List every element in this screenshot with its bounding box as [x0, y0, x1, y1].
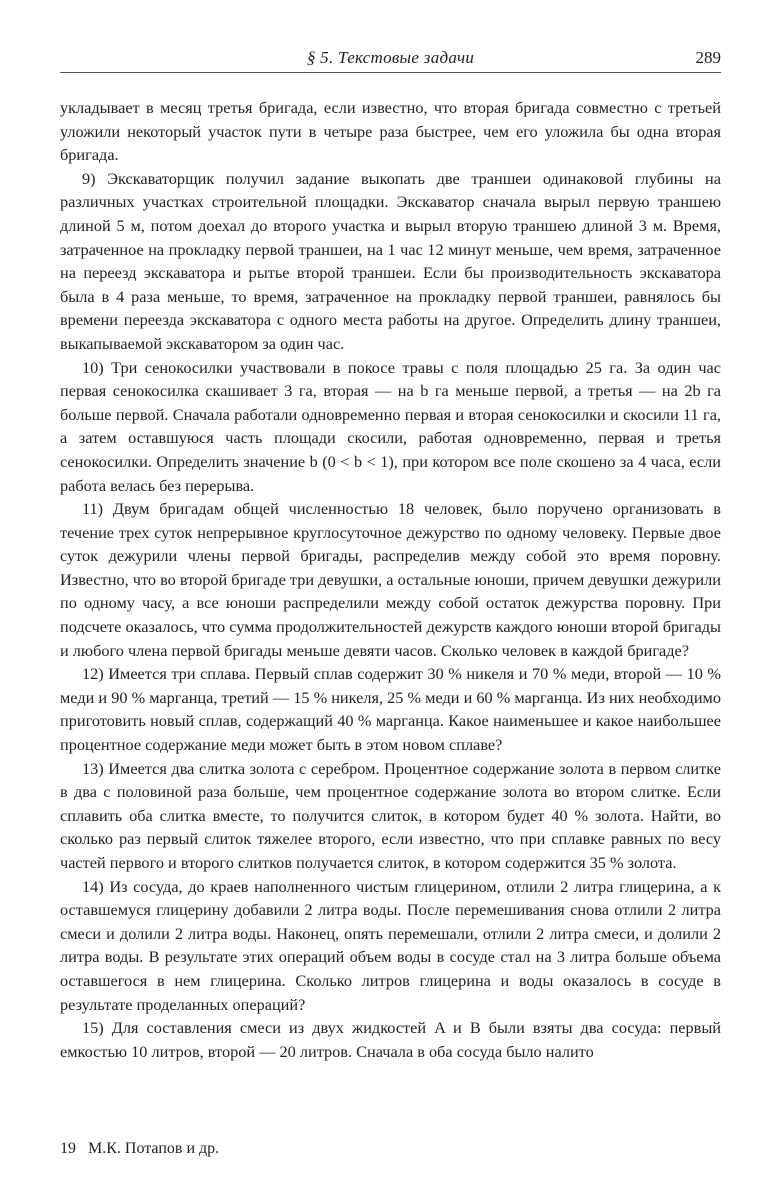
- problem-11: 11) Двум бригадам общей численностью 18 человек, было поручено организовать в течение трех суток непрерывное круглосуточное дежурство по одному человеку. Первые двое суток дежурили члены первой бригады, распределив между собой это время поровну. Известно, что во второй бригаде три девушки, а остальные юноши, причем девушки дежурили по одному часу, а все юноши распределили между собой остаток дежурства поровну. При подсчете оказалось, что сумма продолжительностей дежурств каждого юноши второй бригады и любого члена первой бригады меньше девяти часов. Сколько человек в каждой бригаде?: [60, 499, 721, 660]
- page-number: 289: [695, 48, 721, 67]
- signature-number: 19: [60, 1140, 76, 1157]
- section-title: § 5. Текстовые задачи: [306, 48, 475, 67]
- problem-10: 10) Три сенокосилки участвовали в покосе травы с поля площадью 25 га. За один час первая сенокосилка скашивает 3 га, вторая — на b га меньше первой, а третья — на 2b га больше первой. Сначала работали одновременно первая и вторая сенокосилки и скосили 11 га, а затем оставшуюся часть площади скосили, работая одновременно, первая и третья сенокосилки. Определить значение b (0 < b < 1), при котором все поле скошено за 4 часа, если работа велась без перерыва.: [60, 357, 721, 495]
- problem-13: 13) Имеется два слитка золота с серебром. Процентное содержание золота в первом слитке в два с половиной раза больше, чем процентное содержание золота во втором слитке. Если сплавить оба слитка вместе, то получится слиток, в котором будет 40 % золота. Найти, во сколько раз первый слиток тяжелее второго, если известно, что при сплавке равных по весу частей первого и второго слитков получается слиток, в котором содержится 35 % золота.: [60, 758, 721, 872]
- problem-9: 9) Экскаваторщик получил задание выкопать две траншеи одинаковой глубины на различных участках строительной площадки. Экскаватор сначала вырыл первую траншею длиной 5 м, потом доехал до второго участка и вырыл вторую траншею длиной 3 м. Время, затраченное на прокладку первой траншеи, на 1 час 12 минут меньше, чем время, затраченное на переезд экскаватора и рытье второй траншеи. Если бы производительность экскаватора была в 4 раза меньше, то время, затраченное на прокладку первой траншеи, равнялось бы времени переезда экскаватора с одного места работы на другое. Определить длину траншеи, выкапываемой экскаватором за один час.: [60, 168, 721, 353]
- paragraph-continuation: укладывает в месяц третья бригада, если известно, что вторая бригада совместно с третьей уложили некоторый участок пути в четыре раза быстрее, чем его уложила бы одна вторая бригада.: [60, 98, 721, 165]
- body-text: [60, 96, 721, 1063]
- page-footer: [60, 1140, 227, 1158]
- problem-15: 15) Для составления смеси из двух жидкостей A и B были взяты два сосуда: первый емкостью 10 литров, второй — 20 литров. Сначала в оба сосуда было налито: [60, 1018, 721, 1061]
- problem-12: 12) Имеется три сплава. Первый сплав содержит 30 % никеля и 70 % меди, второй — 10 % меди и 90 % марганца, третий — 15 % никеля, 25 % меди и 60 % марганца. Из них необходимо приготовить новый сплав, содержащий 40 % марганца. Какое наименьшее и какое наибольшее процентное содержание меди может быть в этом новом сплаве?: [60, 664, 721, 755]
- footer-authors: М.К. Потапов и др.: [88, 1140, 220, 1157]
- problem-14: 14) Из сосуда, до краев наполненного чистым глицерином, отлили 2 литра глицерина, а к оставшемуся глицерину добавили 2 литра воды. После перемешивания снова отлили 2 литра смеси и долили 2 литра воды. Наконец, опять перемешали, отлили 2 литра смеси, и долили 2 литра воды. В результате этих операций объем воды в сосуде стал на 3 литра больше объема оставшегося в нем глицерина. Сколько литров глицерина и воды оказалось в сосуде в результате проделанных операций?: [60, 876, 721, 1014]
- running-header: [60, 42, 721, 73]
